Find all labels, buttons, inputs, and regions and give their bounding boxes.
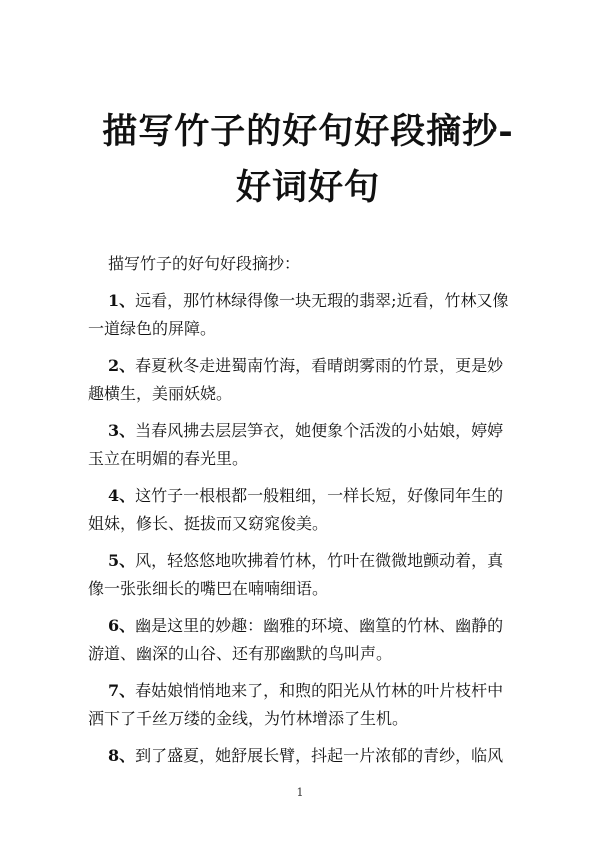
title-line-2: 好词好句: [235, 167, 380, 208]
item-first-line: [88, 287, 508, 315]
item-number: 6、: [108, 616, 136, 635]
intro-text: 描写竹子的好句好段摘抄：: [108, 254, 301, 273]
list-item: [88, 547, 508, 603]
list-item: [88, 742, 508, 770]
list-item: [88, 287, 508, 343]
item-text: 风，轻悠悠地吹拂着竹林，竹叶在微微地颤动着，真: [135, 551, 504, 570]
item-continuation: 玉立在明媚的春光里。: [88, 449, 249, 468]
item-number: 3、: [108, 421, 136, 440]
list-item: [88, 417, 508, 473]
item-continuation: 游道、幽深的山谷、还有那幽默的鸟叫声。: [88, 644, 393, 663]
document-title: [88, 104, 528, 216]
item-number: 2、: [108, 356, 136, 375]
item-text: 春姑娘悄悄地来了，和煦的阳光从竹林的叶片枝杆中: [135, 681, 504, 700]
item-continuation: 趣横生，美丽妖娆。: [88, 384, 233, 403]
item-continuation: 像一张张细长的嘴巴在喃喃细语。: [88, 579, 329, 598]
item-number: 1、: [108, 291, 136, 310]
item-continuation: 洒下了千丝万缕的金线，为竹林增添了生机。: [88, 709, 409, 728]
item-first-line: [88, 352, 508, 380]
list-item: [88, 612, 508, 668]
item-first-line: [88, 612, 508, 640]
item-continuation: 一道绿色的屏障。: [88, 319, 217, 338]
item-first-line: [88, 482, 508, 510]
item-first-line: [88, 417, 508, 445]
item-first-line: [88, 677, 508, 705]
title-line-1: 描写竹子的好句好段摘抄-: [102, 111, 514, 152]
page-number: 1: [296, 786, 304, 799]
item-text: 春夏秋冬走进蜀南竹海，看晴朗雾雨的竹景，更是妙: [135, 356, 504, 375]
document-body: [88, 250, 508, 779]
item-number: 5、: [108, 551, 136, 570]
item-text: 当春风拂去层层笋衣，她便象个活泼的小姑娘，婷婷: [135, 421, 504, 440]
item-number: 8、: [108, 746, 136, 765]
item-text: 远看，那竹林绿得像一块无瑕的翡翠;近看，竹林又像: [135, 291, 509, 310]
item-number: 4、: [108, 486, 136, 505]
item-number: 7、: [108, 681, 136, 700]
item-text: 这竹子一根根都一般粗细，一样长短，好像同年生的: [135, 486, 504, 505]
item-text: 幽是这里的妙趣：幽雅的环境、幽篁的竹林、幽静的: [135, 616, 504, 635]
list-item: [88, 482, 508, 538]
item-first-line: [88, 742, 508, 770]
item-continuation: 姐妹，修长、挺拔而又窈窕俊美。: [88, 514, 329, 533]
item-first-line: [88, 547, 508, 575]
item-text: 到了盛夏，她舒展长臂，抖起一片浓郁的青纱，临风: [135, 746, 504, 765]
list-item: [88, 352, 508, 408]
list-item: [88, 677, 508, 733]
